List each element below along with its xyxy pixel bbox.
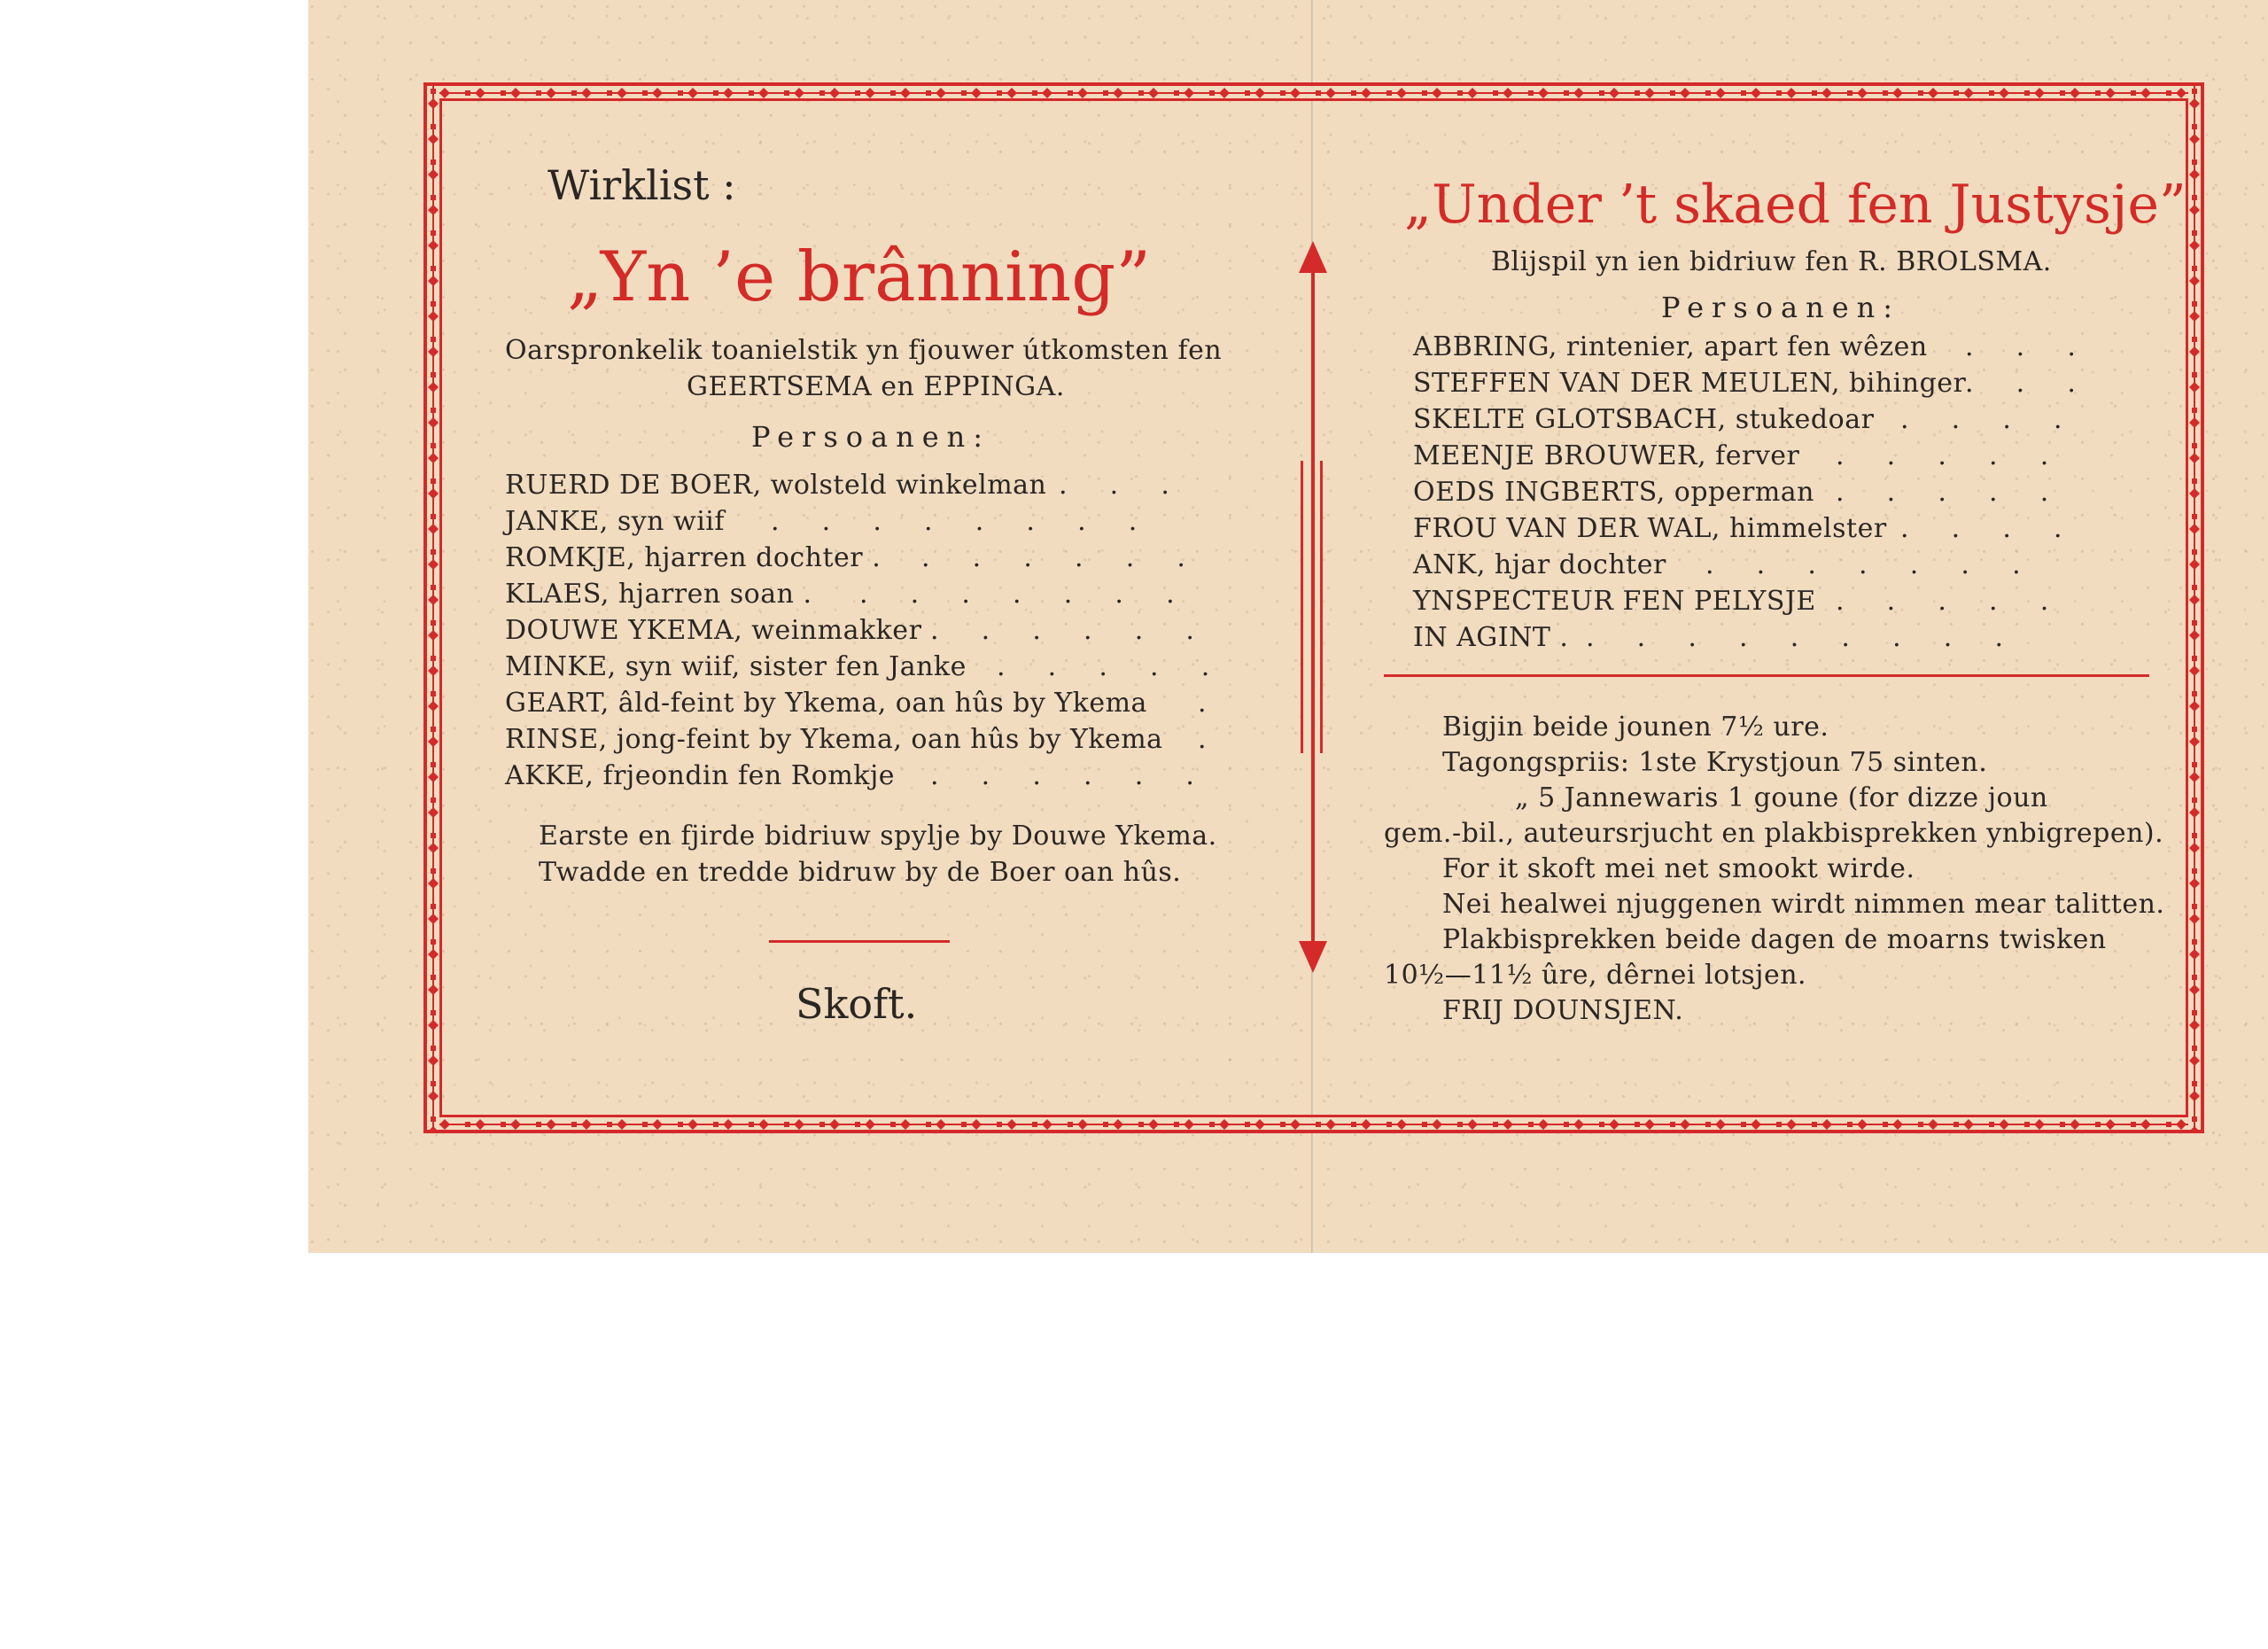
right-divider <box>1384 674 2149 677</box>
list-item: FROU VAN DER WAL, himmelster <box>1413 513 1887 544</box>
left-heading: Wirklist : <box>548 161 736 209</box>
info-line: gem.-bil., auteursrjucht en plakbisprekken ynbigrepen). <box>1384 818 2164 849</box>
list-item: MINKE, syn wiif, sister fen Janke <box>505 651 967 682</box>
right-play-title: „Under ’t skaed fen Justysje” <box>1404 174 2186 236</box>
info-line: Nei healwei njuggenen wirdt nimmen mear talitten. <box>1442 889 2165 920</box>
right-subtitle: Blijspil yn ien bidriuw fen R. BROLSMA. <box>1491 246 2052 277</box>
list-item: OEDS INGBERTS, opperman <box>1413 477 1814 508</box>
list-item: MEENJE BROUWER, ferver <box>1413 440 1800 471</box>
list-item: RINSE, jong-feint by Ykema, oan hûs by Ykema <box>505 724 1163 755</box>
border-band-right <box>2188 86 2201 1130</box>
list-item: ABBRING, rintenier, apart fen wêzen <box>1413 331 1928 362</box>
center-rule-left <box>1301 461 1303 753</box>
info-line: „ 5 Jannewaris 1 goune (for dizze joun <box>1515 782 2048 813</box>
info-line: Bigjin beide jounen 7½ ure. <box>1442 712 1829 743</box>
list-item: IN AGINT . <box>1413 622 1569 653</box>
list-item: JANKE, syn wiif <box>505 506 725 537</box>
center-rule-right <box>1320 461 1323 753</box>
left-subtitle-1: Oarspronkelik toanielstik yn fjouwer útkomsten fen <box>505 335 1223 366</box>
list-item: AKKE, frjeondin fen Romkje <box>505 760 896 791</box>
right-cast-heading: Persoanen: <box>1661 291 1901 324</box>
list-item: RUERD DE BOER, wolsteld winkelman <box>505 470 1047 501</box>
list-item: ANK, hjar dochter <box>1413 549 1666 580</box>
list-item: STEFFEN VAN DER MEULEN, bihinger <box>1413 368 1967 399</box>
info-line: Tagongspriis: 1ste Krystjoun 75 sinten. <box>1442 747 1988 778</box>
list-item: ROMKJE, hjarren dochter . <box>505 542 882 573</box>
info-line: For it skoft mei net smookt wirde. <box>1442 853 1915 884</box>
border-band-top <box>427 86 2201 98</box>
info-line: 10½—11½ ûre, dêrnei lotsjen. <box>1384 960 1807 991</box>
info-line: FRIJ DOUNSJEN. <box>1442 995 1684 1026</box>
left-footer: Skoft. <box>796 980 918 1028</box>
list-item: YNSPECTEUR FEN PELYSJE <box>1413 586 1816 617</box>
left-note-1: Earste en fjirde bidriuw spylje by Douwe Ykema. <box>539 821 1217 852</box>
list-item: GEART, âld-feint by Ykema, oan hûs by Ykema <box>505 688 1147 719</box>
left-divider <box>769 940 950 943</box>
list-item: DOUWE YKEMA, weinmakker <box>505 615 922 646</box>
left-subtitle-2: GEERTSEMA en EPPINGA. <box>687 371 1065 402</box>
info-line: Plakbisprekken beide dagen de moarns twisken <box>1442 924 2107 955</box>
left-note-2: Twadde en tredde bidruw by de Boer oan hûs. <box>539 857 1182 888</box>
list-item: KLAES, hjarren soan . <box>505 579 812 610</box>
list-item: SKELTE GLOTSBACH, stukedoar <box>1413 404 1875 435</box>
border-band-bottom <box>427 1117 2201 1130</box>
left-cast-heading: Persoanen: <box>751 420 991 454</box>
border-band-left <box>427 86 439 1130</box>
left-play-title: „Yn ’e brânning” <box>567 237 1152 317</box>
